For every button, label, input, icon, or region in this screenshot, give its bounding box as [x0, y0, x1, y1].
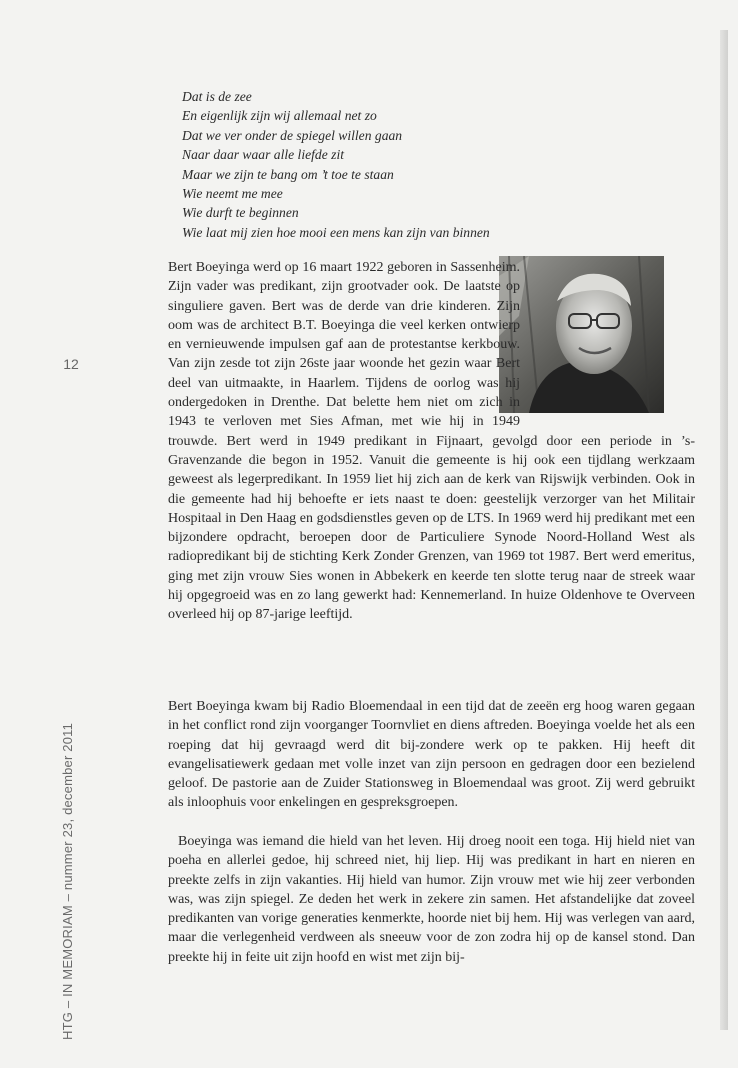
character-paragraph — [168, 832, 695, 967]
poem-line: Naar daar waar alle liefde zit — [182, 147, 344, 163]
page-number: 12 — [63, 356, 79, 372]
poem — [182, 87, 682, 242]
poem-line: Wie durft te beginnen — [182, 205, 299, 221]
poem-line: Wie neemt me mee — [182, 186, 283, 202]
poem-line: Maar we zijn te bang om ’t toe te staan — [182, 166, 394, 182]
photo-spacer — [520, 258, 695, 415]
poem-line: Dat we ver onder de spiegel willen gaan — [182, 127, 403, 143]
running-head: HTG – IN MEMORIAM – nummer 23, december 2011 — [60, 722, 75, 1040]
biography-paragraph — [168, 258, 695, 625]
poem-line: Wie laat mij zien hoe mooi een mens kan zijn van binnen — [182, 224, 490, 240]
radio-paragraph — [168, 697, 695, 813]
paragraph-text: Boeyinga was iemand die hield van het leven. Hij droeg nooit een toga. Hij hield niet van poeha en allerlei gedoe, hij schreed niet, hij liep. Hij was predikant in hart en nieren en preekte zelfs in zijn vakanties. Hij hield van humor. Zijn vrouw met wie hij zeer verbonden was, was zijn spiegel. Ze deden het werk in zekere zin samen. Het afstandelijke dat zoveel predikanten van vorige generaties kenmerkte, hoorde niet bij hem. Hij was verlegen van aard, maar die verlegenheid verdween als sneeuw voor de zon zodra hij op de kansel stond. Dan preekte hij in feite uit zijn hoofd en wist met zijn bij- — [168, 834, 695, 965]
poem-line: Dat is de zee — [182, 89, 252, 104]
paragraph-text: Bert Boeyinga werd op 16 maart 1922 geboren in Sassenheim. Zijn vader was predikant, zijn grootvader ook. De laatste op singuliere gaven. Bert was de derde van drie kinderen. Zijn oom was de architect B.T. Boeyinga die veel kerken ontwierp en vernieuwende impulsen gaf aan de protestantse kerkbouw. Van zijn zesde tot zijn 26ste jaar woonde het gezin waar Bert deel van uitmaakte, in Haarlem. Tijdens de oorlog was hij ondergedoken in Drenthe. Dat belette hem niet om zich in 1943 te verloven met Sies Afman, met wie hij in 1949 trouwde. Bert werd in 1949 predikant in Fijnaart, gevolgd door een periode in ’s-Gravenzande die begon in 1952. Vanuit die gemeente is hij ook een tijdlang werkzaam geweest als legerpredikant. In 1959 liet hij zich aan de kerk van Rijswijk verbinden. Ook in die gemeente had hij behoefte er iets naast te doen: geestelijk verzorger van het Militair Hospitaal in Den Haag en godsdienstles geven op de LTS. In 1969 werd hij predikant met een bijzondere opdracht, beroepen door de Particuliere Synode Noord-Holland West als radiopredikant bij de stichting Kerk Zonder Grenzen, van 1969 tot 1987. Bert werd emeritus, ging met zijn vrouw Sies wonen in Abbekerk en keerde ten slotte terug naar de streek waar hij opgegroeid was en zo lang gewerkt had: Kennemerland. In huize Oldenhove te Overveen overleed hij op 87-jarige leeftijd. — [168, 260, 695, 623]
page-edge — [720, 30, 728, 1030]
paragraph-text: Bert Boeyinga kwam bij Radio Bloemendaal in een tijd dat de zeeën erg hoog waren gegaan in het conflict rond zijn voorganger Toornvliet en diens aftreden. Boeyinga voelde het als een roeping dat hij gevraagd werd dit bij-zondere werk op te pakken. Hij heeft dit evangelisatiewerk gedaan met volle inzet van zijn persoon en gedragen door een bezielend geloof. De pastorie aan de Zuider Stationsweg in Bloemendaal was groot. Zij werd gebruikt als inloophuis voor enkelingen en gespreksgroepen. — [168, 699, 695, 811]
poem-line: En eigenlijk zijn wij allemaal net zo — [182, 108, 377, 124]
